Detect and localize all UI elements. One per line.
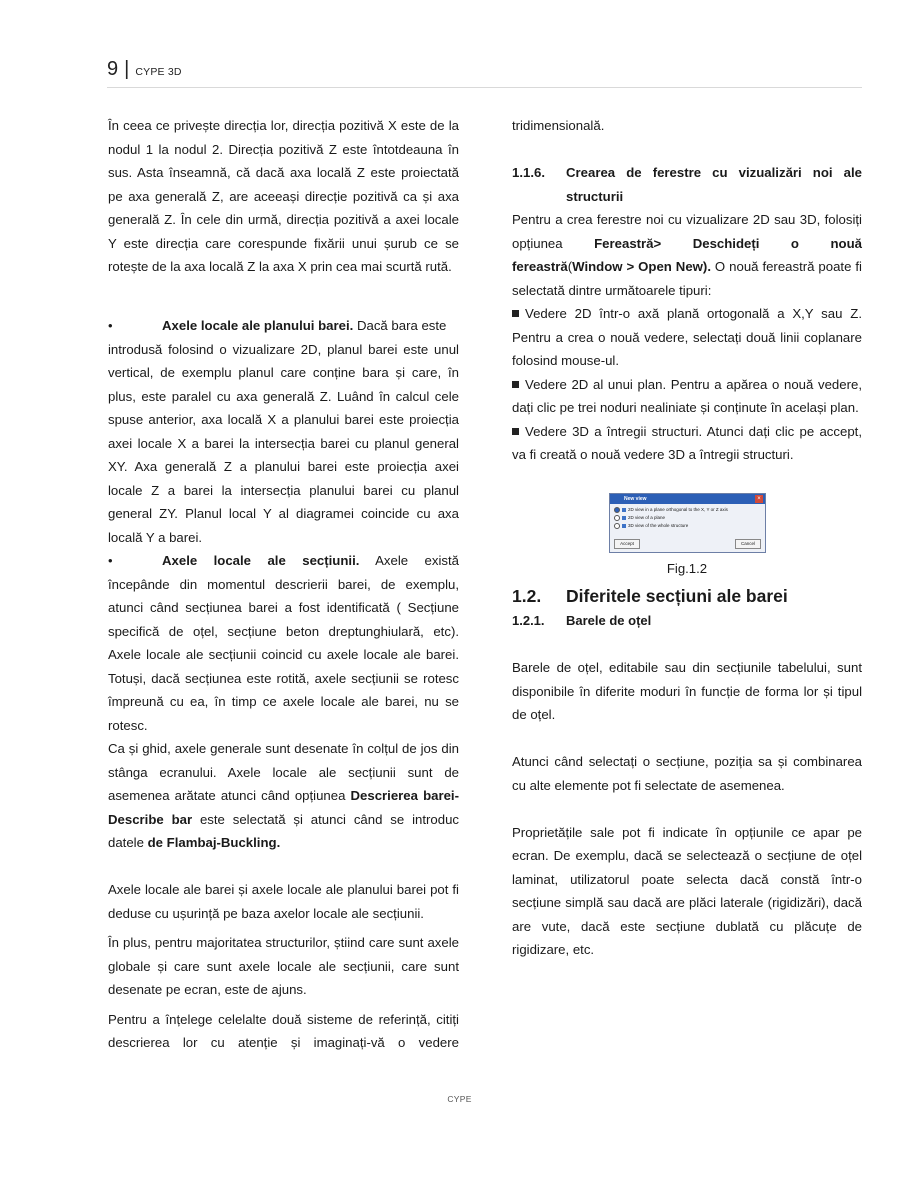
new-view-dialog-figure [609, 493, 766, 553]
paragraph-guide: Ca și ghid, axele generale sunt desenate în colțul de jos din stânga ecranului. Axele locale ale secțiunii sunt de asemenea arătate atunci când opțiunea Descrierea barei-Describe bar este selectată și atunci când se introduc datele de Flambaj-Buckling. [108, 741, 460, 850]
view-3d-icon [622, 524, 626, 528]
header-title: CYPE 3D [135, 66, 182, 78]
bullet-text: începânde din momentul descrierii barei, de exemplu, atunci când secțiunea barei a fost identificată ( Secțiune specifică de oțel, secțiune beton dreptunghiulară, etc). Axele locale ale secțiunii coincid cu axele locale ale barei. Totuși, dacă secțiunea este rotită, axele secțiunii se rotesc împreună cu ea, în timp ce axele locale ale barei, nu se rotesc. [108, 576, 459, 733]
bullet-section-axes: • Axele locale ale secțiunii. Axele există începânde din momentul descrierii barei, de exemplu, atunci când secțiunea barei a fost identificată ( Secțiune specifică de oțel, secțiune beton dreptunghiulară, etc). Axele locale ale secțiunii coincid cu axele locale ale barei. Totuși, dacă secțiunea este rotită, axele secțiunii se rotesc împreună cu ea, în timp ce axele locale ale barei, nu se rotesc. [108, 549, 459, 737]
bullet-text: introdusă folosind o vizualizare 2D, planul barei este unul vertical, de exemplu planul care conține bara și care, în plus, este paralel cu axa generală Z. Luând în calcul cele spuse anterior, axa locală X a planului barei este proiecția axei locale X a barei la intersecția barei cu planul general XY. Axa generală Z a planului barei este proiecția axei locale Z a barei la intersecția planului barei cu planul general ZY. Planul local Y al diagramei coincide cu axa locală Y a barei. [108, 341, 459, 545]
bullet-symbol: • [108, 318, 113, 333]
footer-text: CYPE [447, 1094, 472, 1104]
bullet-bar-plane-axes: • Axele locale ale planului barei. Dacă bara este introdusă folosind o vizualizare 2D, planul barei este unul vertical, de exemplu planul care conține bara și care, în plus, este paralel cu axa generală Z. Luând în calcul cele spuse anterior, axa locală X a planului barei este proiecția axei locale X a barei la intersecția barei cu planul general XY. Axa generală Z a planului barei este proiecția axei locale Z a barei la intersecția planului barei cu planul general ZY. Planul local Y al diagramei coincide cu axa locală Y a barei. [108, 314, 459, 549]
view-2d-icon [622, 508, 626, 512]
paragraph-reference-systems: Pentru a înțelege celelalte două sisteme de referință, citiți descrierea lor cu atenție și imaginați-vă o vedere [108, 1011, 459, 1050]
heading-1-1-6: 1.1.6. Crearea de ferestre cu vizualizări noi ale structurii [512, 165, 862, 204]
square-bullet-icon [512, 428, 519, 435]
bullet-symbol: • [108, 553, 113, 568]
list-item: Vedere 3D a întregii structuri. Atunci dați clic pe accept, va fi creată o nouă vedere 3D a întregii structuri. [512, 423, 862, 462]
figure-caption: Fig.1.2 [666, 560, 708, 576]
paragraph-deduce-axes: Axele locale ale barei și axele locale ale planului barei pot fi deduse cu ușurință pe baza axelor locale ale secțiunii. [108, 882, 459, 921]
paragraph-new-windows: Pentru a crea ferestre noi cu vizualizare 2D sau 3D, folosiți opțiunea Fereastră> Deschideți o nouă fereastră(Window > Open New). O nouă fereastră poate fi selectată dintre următoarele tipuri: [512, 212, 863, 298]
square-bullet-icon [512, 310, 519, 317]
dialog-option: 2D view of a plane [614, 515, 665, 521]
paragraph-properties: Proprietățile sale pot fi indicate în opțiunile ce apar pe ecran. De exemplu, dacă se selectează o secțiune de oțel laminat, utilizatorul poate selecta dacă constă într-o secțiune simplă sau dacă are plăci laterale (rigidizări), dacă are vute, dacă este secțiune dublată cu plăcuțe de rigidizare, etc. [512, 824, 862, 957]
right-column [512, 114, 862, 962]
dialog-titlebar [610, 494, 765, 504]
square-bullet-icon [512, 381, 519, 388]
paragraph-continuation: tridimensională. [512, 118, 605, 133]
dialog-title: New view [624, 495, 647, 502]
header-separator: | [124, 58, 130, 80]
heading-1-2: 1.2. Diferitele secțiuni ale barei [512, 585, 788, 606]
list-item: Vedere 2D într-o axă plană ortogonală a X,Y sau Z. Pentru a crea o nouă vedere, selectați două linii coplanare folosind mouse-ul. [512, 306, 862, 368]
plane-icon [622, 516, 626, 520]
accept-button: Accept [614, 539, 640, 549]
dialog-option: 3D view of the whole structure [614, 523, 688, 529]
left-column [108, 114, 459, 1055]
paragraph-axis-direction: În ceea ce privește direcția lor, direcția pozitivă X este de la nodul 1 la nodul 2. Direcția pozitivă Z este întotdeauna în sus. Asta înseamnă, că dacă axa locală Z este proiectată pe axa generală Z, are aceeași direcție pozitivă ca și axa generală Z. În cele din urmă, direcția pozitivă a axei locale Y este direcția care corespunde fixării unui șurub ce se rotește de la axa locală Z la axa X prin cea mai scurtă rută. [108, 118, 459, 274]
dialog-option: 2D view in a plane orthogonal to the X, Y or Z axis [614, 507, 728, 513]
cancel-button: Cancel [735, 539, 761, 549]
list-item: Vedere 2D al unui plan. Pentru a apărea o nouă vedere, dați clic pe trei noduri nealiniate și conținute în același plan. [512, 376, 862, 415]
bullet-title: Axele locale ale secțiunii. [162, 553, 360, 568]
paragraph-steel-bars: Barele de oțel, editabile sau din secțiunile tabelului, sunt disponibile în diferite moduri în funcție de forma lor și tipul de oțel. [512, 660, 862, 722]
paragraph-section-selection: Atunci când selectați o secțiune, poziția sa și combinarea cu alte elemente pot fi selectate de asemenea. [512, 754, 862, 793]
bullet-title: Axele locale ale planului barei. [162, 318, 354, 333]
close-icon: × [755, 495, 763, 503]
page-header [107, 58, 862, 88]
paragraph-global-axes: În plus, pentru majoritatea structurilor, știind care sunt axele globale și care sunt axele locale ale secțiunii, care sunt desenate pe ecran, este de ajuns. [108, 935, 459, 997]
heading-1-2-1: 1.2.1. Barele de oțel [512, 612, 652, 628]
page-number: 9 [107, 58, 119, 80]
